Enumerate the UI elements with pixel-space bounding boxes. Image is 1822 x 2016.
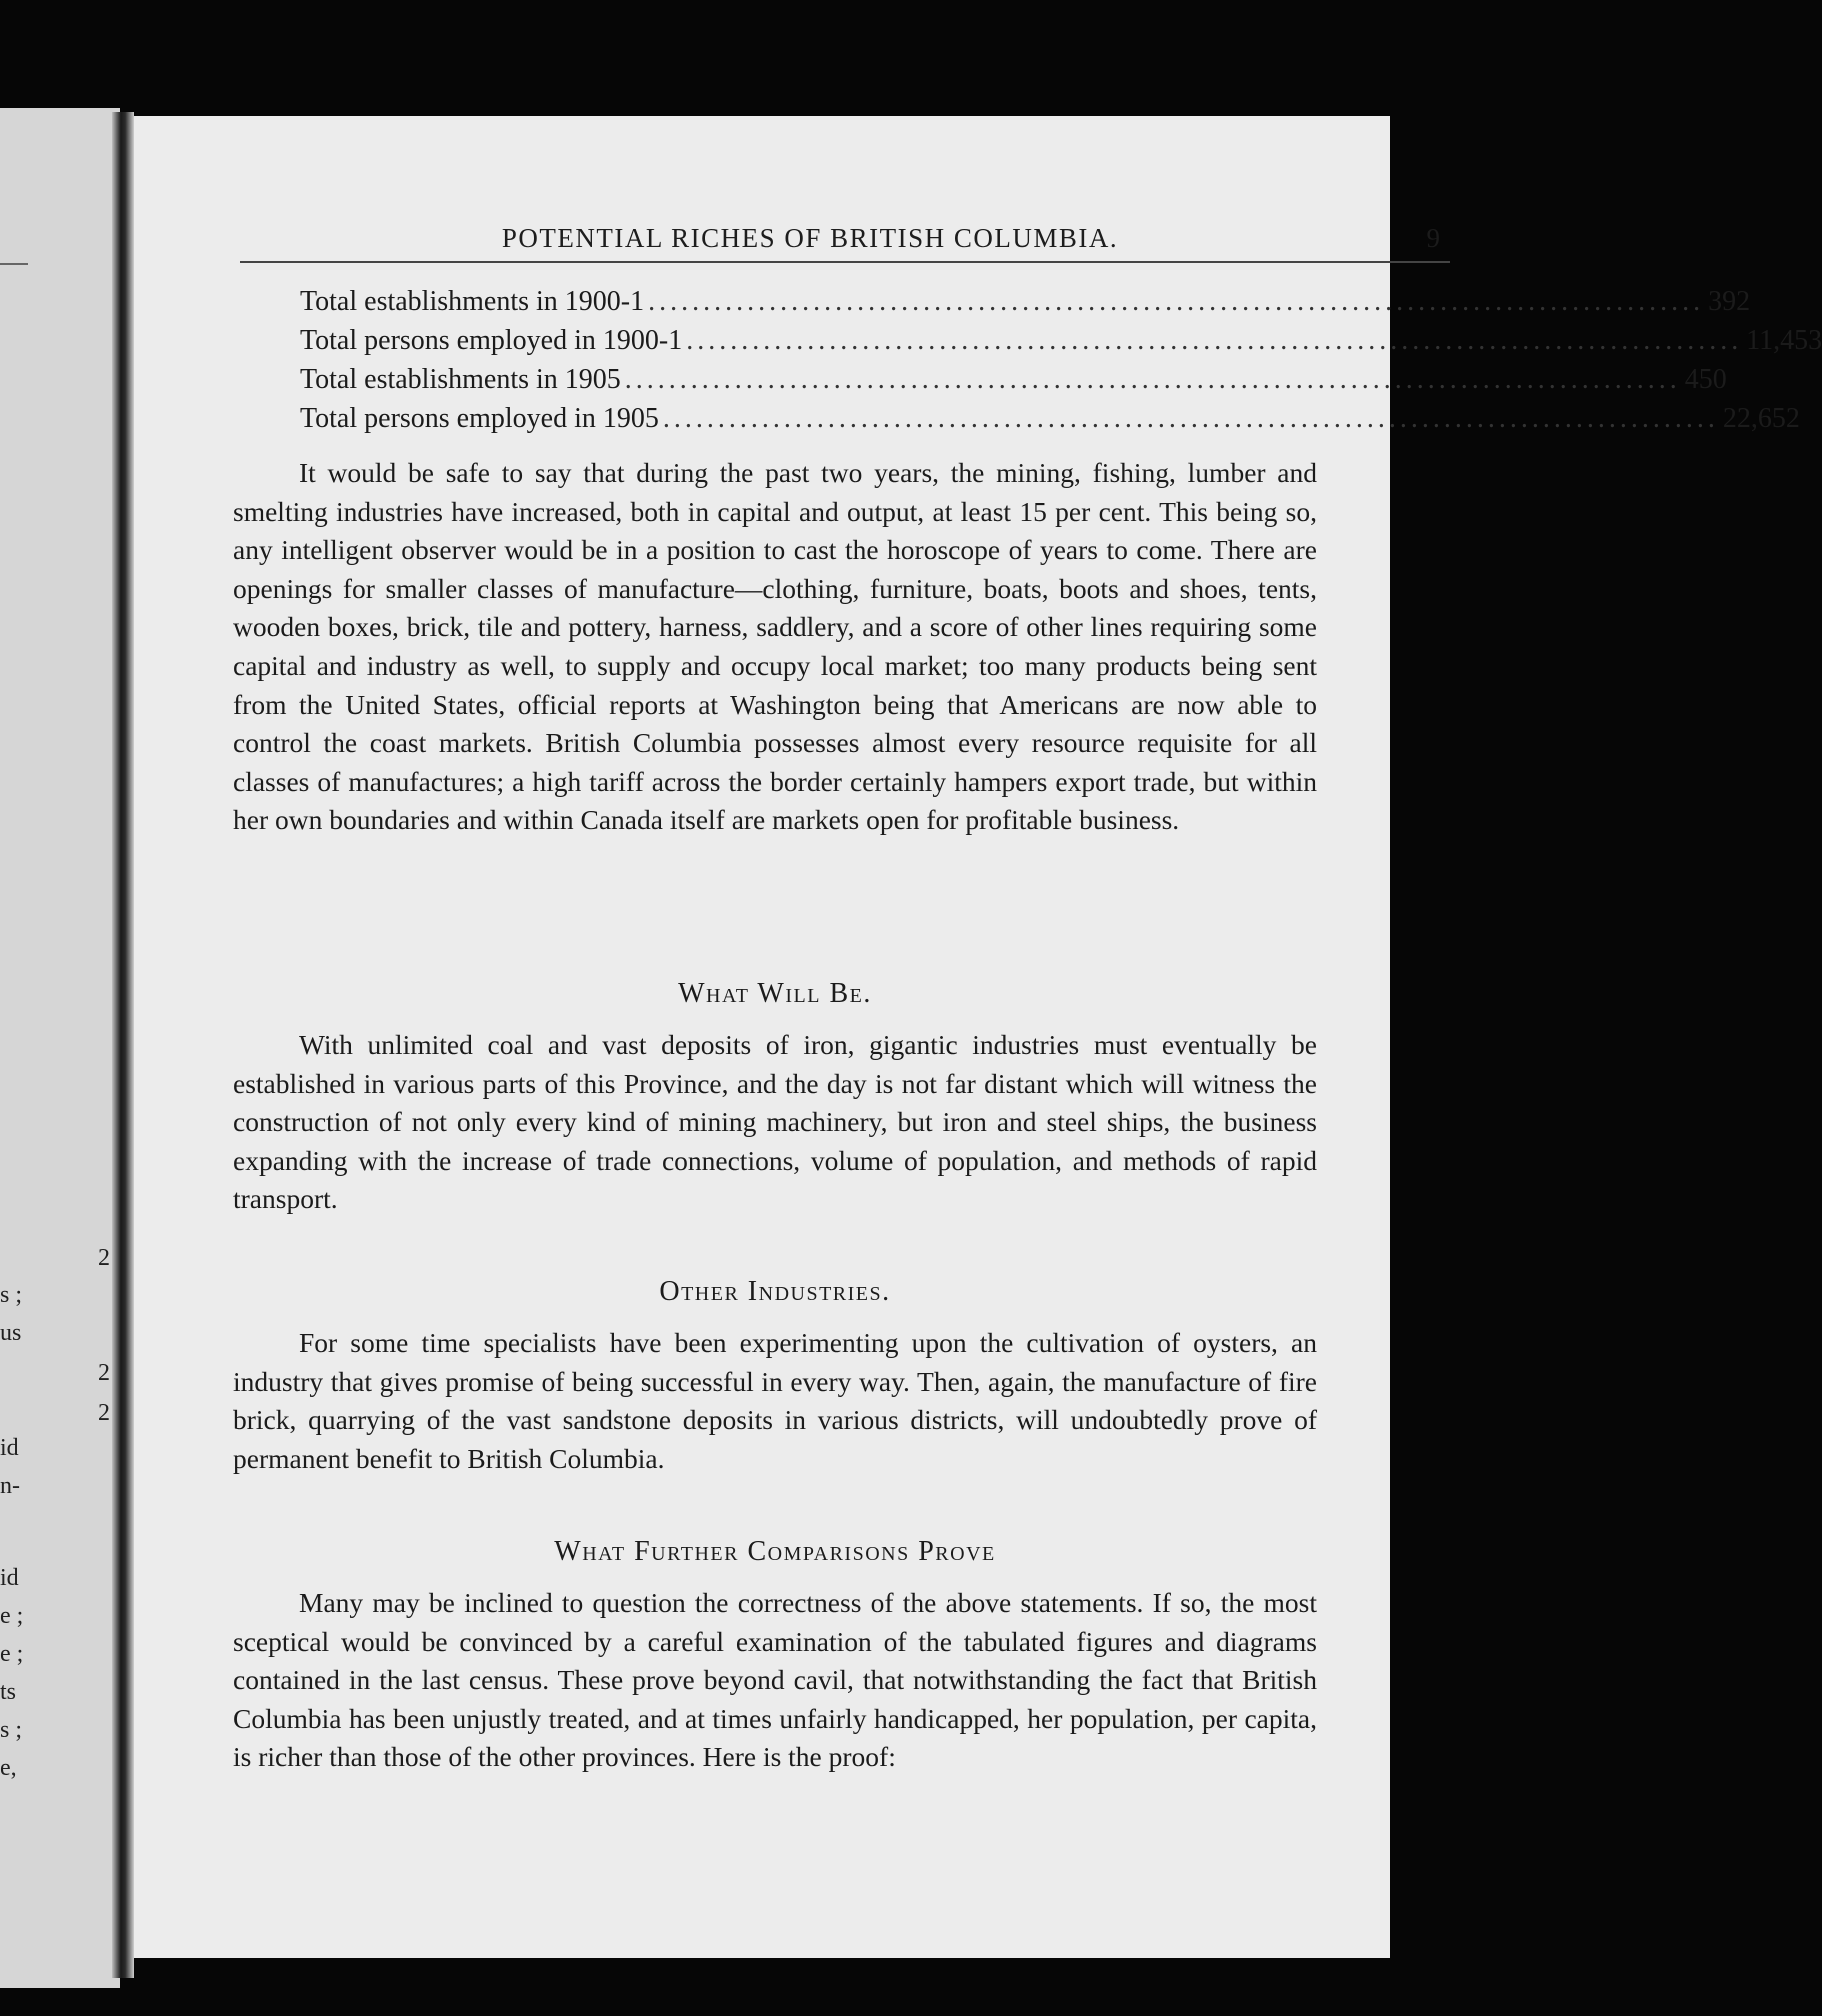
stat-label: Total establishments in 1905 bbox=[300, 364, 621, 395]
facing-page-text: s ; bbox=[0, 1282, 23, 1308]
body-paragraph: For some time specialists have been experimenting upon the cultivation of oysters, an industry that gives promise of being successful in every way. Then, again, the manufacture of fire brick, quarrying of the vast sandstone deposits in various districts, will undoubtedly prove of permanent benefit to British Columbia. bbox=[233, 1327, 1317, 1474]
book-page bbox=[134, 116, 1822, 1958]
facing-page-text: e, bbox=[0, 1755, 17, 1781]
section-heading: What Will Be. bbox=[678, 978, 872, 1009]
dot-leader: ................................................................................................ bbox=[648, 286, 1705, 317]
body-paragraph-block bbox=[233, 1026, 1317, 1219]
stat-label: Total persons employed in 1905 bbox=[300, 403, 659, 434]
facing-page-text: ts bbox=[0, 1679, 17, 1705]
facing-page-text: s ; bbox=[0, 1717, 23, 1743]
body-paragraph-block bbox=[233, 1324, 1317, 1478]
stat-value: 450 bbox=[1684, 364, 1727, 395]
section-heading: Other Industries. bbox=[659, 1276, 891, 1307]
running-title: POTENTIAL RICHES OF BRITISH COLUMBIA. bbox=[501, 223, 1119, 253]
body-paragraph-block bbox=[233, 1584, 1317, 1777]
facing-page-text: e ; bbox=[0, 1603, 24, 1629]
body-paragraph: Many may be inclined to question the correctness of the above statements. If so, the most sceptical would be convinced by a careful examination of the tabulated figures and diagrams contained in the last census. These prove beyond cavil, that notwithstanding the fact that British Columbia has been unjustly treated, and at times unfairly handicapped, her population, per capita, is richer than those of the other provinces. Here is the proof: bbox=[233, 1587, 1317, 1773]
body-paragraph: With unlimited coal and vast deposits of iron, gigantic industries must eventually be established in various parts of this Province, and the day is not far distant which will witness the construction of not only every kind of mining machinery, but iron and steel ships, the business expanding with the increase of trade connections, volume of population, and methods of rapid transport. bbox=[233, 1029, 1317, 1215]
stat-row bbox=[300, 364, 1727, 403]
running-header bbox=[240, 221, 1450, 263]
dot-leader: ................................................................................................ bbox=[662, 403, 1719, 434]
facing-page-text: id bbox=[0, 1435, 19, 1461]
facing-page-text: 2 bbox=[98, 1245, 110, 1271]
stat-value: 11,453 bbox=[1746, 325, 1822, 356]
stat-row bbox=[300, 286, 1751, 325]
book-spine bbox=[112, 112, 134, 1978]
stat-row bbox=[300, 403, 1800, 442]
stat-label: Total establishments in 1900-1 bbox=[300, 286, 645, 317]
facing-page-edge bbox=[0, 108, 120, 1988]
body-paragraph-block bbox=[233, 454, 1317, 840]
stat-label: Total persons employed in 1900-1 bbox=[300, 325, 683, 356]
statistics-list bbox=[300, 286, 1822, 442]
facing-page-text: 2 bbox=[98, 1360, 110, 1386]
section-heading: What Further Comparisons Prove bbox=[554, 1536, 996, 1567]
facing-page-rule bbox=[0, 263, 28, 265]
dot-leader: ................................................................................................ bbox=[624, 364, 1681, 395]
body-paragraph: It would be safe to say that during the past two years, the mining, fishing, lumber and smelting industries have increased, both in capital and output, at least 15 per cent. This being so, any intelligent observer would be in a position to cast the horoscope of years to come. There are openings for smaller classes of manufacture—clothing, furniture, boats, boots and shoes, tents, wooden boxes, brick, tile and pottery, harness, saddlery, and a score of other lines requiring some capital and industry as well, to supply and occupy local market; too many products being sent from the United States, official reports at Washington being that Americans are now able to control the coast markets. British Columbia possesses almost every resource requisite for all classes of manufactures; a high tariff across the border certainly hampers export trade, but within her own boundaries and within Canada itself are markets open for profitable business. bbox=[233, 457, 1317, 836]
page-number: 9 bbox=[1426, 223, 1440, 253]
stat-row bbox=[300, 325, 1822, 364]
dot-leader: ................................................................................................ bbox=[686, 325, 1743, 356]
facing-page-text: n- bbox=[0, 1473, 20, 1499]
facing-page-text: id bbox=[0, 1565, 19, 1591]
stat-value: 392 bbox=[1708, 286, 1751, 317]
facing-page-text: e ; bbox=[0, 1641, 24, 1667]
facing-page-text: 2 bbox=[98, 1400, 110, 1426]
stat-value: 22,652 bbox=[1722, 403, 1800, 434]
facing-page-text: us bbox=[0, 1320, 22, 1346]
